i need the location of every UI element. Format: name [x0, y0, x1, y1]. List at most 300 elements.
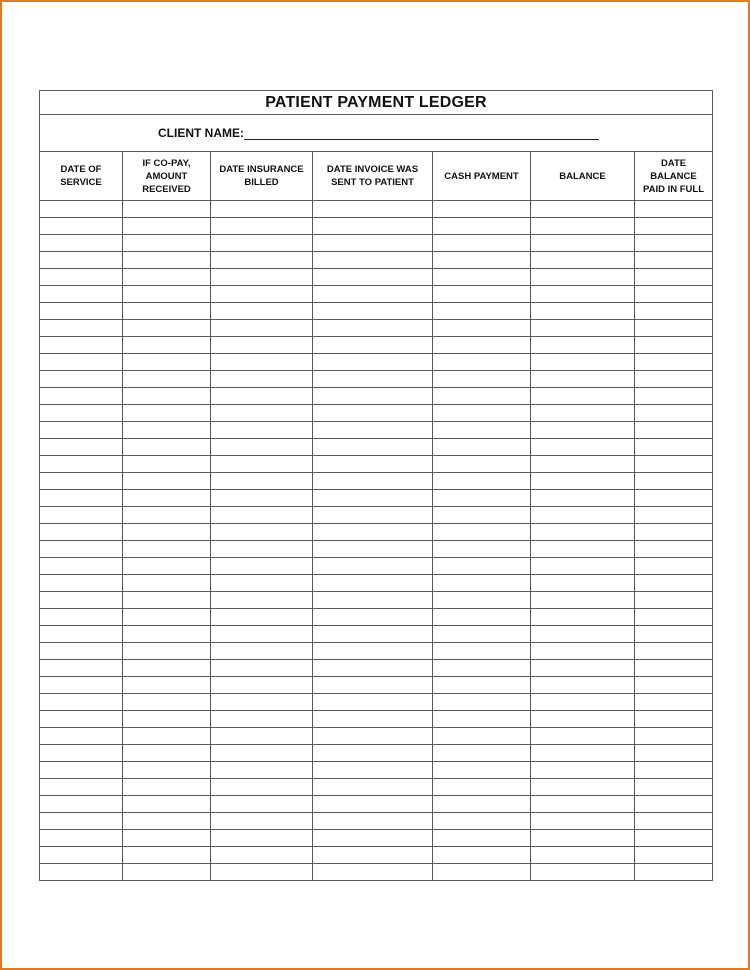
cell-balance[interactable]: [531, 609, 635, 626]
cell-date-invoice-sent[interactable]: [313, 286, 433, 303]
cell-date-invoice-sent[interactable]: [313, 575, 433, 592]
cell-cash-payment[interactable]: [433, 337, 531, 354]
cell-date-invoice-sent[interactable]: [313, 337, 433, 354]
column-header-row: [40, 152, 713, 201]
cell-date-invoice-sent[interactable]: [313, 864, 433, 881]
cell-balance[interactable]: [531, 337, 635, 354]
cell-date-invoice-sent[interactable]: [313, 235, 433, 252]
cell-date-balance-paid[interactable]: [635, 439, 713, 456]
cell-date-invoice-sent[interactable]: [313, 320, 433, 337]
cell-copay-amount-received[interactable]: [123, 337, 211, 354]
cell-cash-payment[interactable]: [433, 609, 531, 626]
cell-date-of-service[interactable]: [40, 626, 123, 643]
cell-cash-payment[interactable]: [433, 779, 531, 796]
cell-copay-amount-received[interactable]: [123, 473, 211, 490]
cell-date-insurance-billed[interactable]: [211, 711, 313, 728]
cell-copay-amount-received[interactable]: [123, 201, 211, 218]
cell-date-invoice-sent[interactable]: [313, 201, 433, 218]
cell-date-balance-paid[interactable]: [635, 711, 713, 728]
cell-date-of-service[interactable]: [40, 830, 123, 847]
cell-date-of-service[interactable]: [40, 235, 123, 252]
cell-date-invoice-sent[interactable]: [313, 524, 433, 541]
cell-balance[interactable]: [531, 779, 635, 796]
cell-copay-amount-received[interactable]: [123, 643, 211, 660]
cell-date-of-service[interactable]: [40, 286, 123, 303]
cell-copay-amount-received[interactable]: [123, 371, 211, 388]
cell-copay-amount-received[interactable]: [123, 745, 211, 762]
cell-date-invoice-sent[interactable]: [313, 269, 433, 286]
cell-cash-payment[interactable]: [433, 694, 531, 711]
cell-date-insurance-billed[interactable]: [211, 388, 313, 405]
cell-balance[interactable]: [531, 354, 635, 371]
cell-date-insurance-billed[interactable]: [211, 745, 313, 762]
cell-cash-payment[interactable]: [433, 456, 531, 473]
cell-date-invoice-sent[interactable]: [313, 303, 433, 320]
cell-date-balance-paid[interactable]: [635, 541, 713, 558]
cell-date-insurance-billed[interactable]: [211, 371, 313, 388]
cell-date-insurance-billed[interactable]: [211, 813, 313, 830]
cell-date-balance-paid[interactable]: [635, 575, 713, 592]
cell-date-insurance-billed[interactable]: [211, 303, 313, 320]
cell-copay-amount-received[interactable]: [123, 507, 211, 524]
cell-date-insurance-billed[interactable]: [211, 507, 313, 524]
cell-date-of-service[interactable]: [40, 507, 123, 524]
cell-date-balance-paid[interactable]: [635, 728, 713, 745]
cell-date-invoice-sent[interactable]: [313, 677, 433, 694]
cell-balance[interactable]: [531, 269, 635, 286]
cell-copay-amount-received[interactable]: [123, 779, 211, 796]
cell-date-balance-paid[interactable]: [635, 252, 713, 269]
cell-date-of-service[interactable]: [40, 796, 123, 813]
cell-cash-payment[interactable]: [433, 507, 531, 524]
cell-copay-amount-received[interactable]: [123, 711, 211, 728]
cell-date-insurance-billed[interactable]: [211, 286, 313, 303]
cell-date-invoice-sent[interactable]: [313, 592, 433, 609]
cell-balance[interactable]: [531, 252, 635, 269]
cell-date-insurance-billed[interactable]: [211, 762, 313, 779]
cell-date-balance-paid[interactable]: [635, 354, 713, 371]
cell-date-of-service[interactable]: [40, 847, 123, 864]
cell-date-insurance-billed[interactable]: [211, 218, 313, 235]
cell-date-insurance-billed[interactable]: [211, 728, 313, 745]
cell-date-invoice-sent[interactable]: [313, 830, 433, 847]
cell-date-insurance-billed[interactable]: [211, 830, 313, 847]
cell-date-of-service[interactable]: [40, 388, 123, 405]
cell-copay-amount-received[interactable]: [123, 847, 211, 864]
cell-cash-payment[interactable]: [433, 235, 531, 252]
cell-date-insurance-billed[interactable]: [211, 473, 313, 490]
cell-balance[interactable]: [531, 405, 635, 422]
cell-date-balance-paid[interactable]: [635, 235, 713, 252]
cell-date-invoice-sent[interactable]: [313, 762, 433, 779]
cell-date-balance-paid[interactable]: [635, 779, 713, 796]
cell-date-balance-paid[interactable]: [635, 456, 713, 473]
cell-copay-amount-received[interactable]: [123, 388, 211, 405]
cell-date-balance-paid[interactable]: [635, 388, 713, 405]
cell-balance[interactable]: [531, 660, 635, 677]
cell-date-invoice-sent[interactable]: [313, 847, 433, 864]
cell-date-invoice-sent[interactable]: [313, 694, 433, 711]
cell-date-insurance-billed[interactable]: [211, 524, 313, 541]
cell-date-of-service[interactable]: [40, 609, 123, 626]
cell-balance[interactable]: [531, 456, 635, 473]
cell-date-balance-paid[interactable]: [635, 830, 713, 847]
cell-copay-amount-received[interactable]: [123, 541, 211, 558]
cell-balance[interactable]: [531, 371, 635, 388]
table-row: [40, 252, 713, 269]
cell-balance[interactable]: [531, 541, 635, 558]
cell-date-of-service[interactable]: [40, 371, 123, 388]
cell-copay-amount-received[interactable]: [123, 728, 211, 745]
cell-date-balance-paid[interactable]: [635, 286, 713, 303]
cell-copay-amount-received[interactable]: [123, 252, 211, 269]
cell-date-of-service[interactable]: [40, 728, 123, 745]
cell-date-insurance-billed[interactable]: [211, 354, 313, 371]
cell-date-invoice-sent[interactable]: [313, 252, 433, 269]
cell-date-balance-paid[interactable]: [635, 677, 713, 694]
cell-date-balance-paid[interactable]: [635, 490, 713, 507]
cell-date-of-service[interactable]: [40, 439, 123, 456]
cell-balance[interactable]: [531, 575, 635, 592]
cell-cash-payment[interactable]: [433, 847, 531, 864]
cell-date-of-service[interactable]: [40, 524, 123, 541]
cell-cash-payment[interactable]: [433, 201, 531, 218]
ledger-title: PATIENT PAYMENT LEDGER: [40, 91, 713, 115]
cell-date-balance-paid[interactable]: [635, 405, 713, 422]
cell-date-invoice-sent[interactable]: [313, 558, 433, 575]
cell-copay-amount-received[interactable]: [123, 609, 211, 626]
cell-date-insurance-billed[interactable]: [211, 609, 313, 626]
cell-date-insurance-billed[interactable]: [211, 847, 313, 864]
cell-balance[interactable]: [531, 218, 635, 235]
table-row: [40, 371, 713, 388]
cell-date-of-service[interactable]: [40, 218, 123, 235]
cell-copay-amount-received[interactable]: [123, 320, 211, 337]
cell-date-invoice-sent[interactable]: [313, 473, 433, 490]
cell-copay-amount-received[interactable]: [123, 422, 211, 439]
cell-date-invoice-sent[interactable]: [313, 422, 433, 439]
cell-date-balance-paid[interactable]: [635, 371, 713, 388]
cell-date-insurance-billed[interactable]: [211, 490, 313, 507]
cell-balance[interactable]: [531, 303, 635, 320]
cell-date-insurance-billed[interactable]: [211, 235, 313, 252]
cell-copay-amount-received[interactable]: [123, 303, 211, 320]
cell-cash-payment[interactable]: [433, 626, 531, 643]
cell-cash-payment[interactable]: [433, 354, 531, 371]
cell-balance[interactable]: [531, 592, 635, 609]
cell-date-balance-paid[interactable]: [635, 422, 713, 439]
cell-balance[interactable]: [531, 847, 635, 864]
cell-balance[interactable]: [531, 439, 635, 456]
column-header-line: DATE: [660, 157, 687, 169]
cell-date-invoice-sent[interactable]: [313, 541, 433, 558]
table-row: [40, 439, 713, 456]
cell-copay-amount-received[interactable]: [123, 218, 211, 235]
cell-cash-payment[interactable]: [433, 592, 531, 609]
cell-copay-amount-received[interactable]: [123, 235, 211, 252]
cell-date-of-service[interactable]: [40, 711, 123, 728]
cell-date-of-service[interactable]: [40, 558, 123, 575]
cell-date-of-service[interactable]: [40, 269, 123, 286]
cell-date-of-service[interactable]: [40, 473, 123, 490]
client-name-row: [40, 115, 713, 152]
cell-copay-amount-received[interactable]: [123, 830, 211, 847]
cell-date-invoice-sent[interactable]: [313, 813, 433, 830]
cell-balance[interactable]: [531, 388, 635, 405]
cell-copay-amount-received[interactable]: [123, 813, 211, 830]
cell-balance[interactable]: [531, 235, 635, 252]
cell-cash-payment[interactable]: [433, 371, 531, 388]
cell-date-of-service[interactable]: [40, 405, 123, 422]
cell-date-insurance-billed[interactable]: [211, 541, 313, 558]
cell-balance[interactable]: [531, 830, 635, 847]
cell-cash-payment[interactable]: [433, 864, 531, 881]
cell-balance[interactable]: [531, 558, 635, 575]
cell-date-of-service[interactable]: [40, 456, 123, 473]
cell-copay-amount-received[interactable]: [123, 354, 211, 371]
cell-balance[interactable]: [531, 745, 635, 762]
cell-cash-payment[interactable]: [433, 303, 531, 320]
cell-date-invoice-sent[interactable]: [313, 728, 433, 745]
cell-cash-payment[interactable]: [433, 762, 531, 779]
cell-copay-amount-received[interactable]: [123, 524, 211, 541]
cell-copay-amount-received[interactable]: [123, 456, 211, 473]
cell-date-of-service[interactable]: [40, 643, 123, 660]
table-row: [40, 235, 713, 252]
cell-date-balance-paid[interactable]: [635, 660, 713, 677]
cell-balance[interactable]: [531, 694, 635, 711]
cell-date-insurance-billed[interactable]: [211, 201, 313, 218]
cell-cash-payment[interactable]: [433, 711, 531, 728]
cell-date-insurance-billed[interactable]: [211, 592, 313, 609]
cell-date-invoice-sent[interactable]: [313, 626, 433, 643]
cell-cash-payment[interactable]: [433, 558, 531, 575]
cell-date-balance-paid[interactable]: [635, 558, 713, 575]
cell-date-insurance-billed[interactable]: [211, 456, 313, 473]
cell-date-insurance-billed[interactable]: [211, 337, 313, 354]
cell-cash-payment[interactable]: [433, 252, 531, 269]
cell-date-invoice-sent[interactable]: [313, 371, 433, 388]
cell-balance[interactable]: [531, 864, 635, 881]
cell-date-of-service[interactable]: [40, 745, 123, 762]
cell-date-balance-paid[interactable]: [635, 524, 713, 541]
cell-copay-amount-received[interactable]: [123, 796, 211, 813]
cell-cash-payment[interactable]: [433, 677, 531, 694]
cell-cash-payment[interactable]: [433, 388, 531, 405]
cell-balance[interactable]: [531, 320, 635, 337]
cell-cash-payment[interactable]: [433, 813, 531, 830]
cell-cash-payment[interactable]: [433, 660, 531, 677]
cell-date-invoice-sent[interactable]: [313, 779, 433, 796]
client-name-input-line[interactable]: [244, 127, 599, 140]
cell-date-insurance-billed[interactable]: [211, 252, 313, 269]
cell-date-of-service[interactable]: [40, 694, 123, 711]
cell-cash-payment[interactable]: [433, 286, 531, 303]
cell-date-balance-paid[interactable]: [635, 762, 713, 779]
cell-balance[interactable]: [531, 796, 635, 813]
cell-date-balance-paid[interactable]: [635, 320, 713, 337]
cell-date-insurance-billed[interactable]: [211, 779, 313, 796]
cell-copay-amount-received[interactable]: [123, 405, 211, 422]
cell-date-balance-paid[interactable]: [635, 269, 713, 286]
cell-copay-amount-received[interactable]: [123, 864, 211, 881]
client-name-field-group: [158, 126, 599, 140]
cell-date-invoice-sent[interactable]: [313, 405, 433, 422]
cell-balance[interactable]: [531, 473, 635, 490]
cell-date-of-service[interactable]: [40, 337, 123, 354]
cell-date-balance-paid[interactable]: [635, 592, 713, 609]
cell-date-invoice-sent[interactable]: [313, 609, 433, 626]
cell-date-balance-paid[interactable]: [635, 813, 713, 830]
cell-date-insurance-billed[interactable]: [211, 694, 313, 711]
cell-date-insurance-billed[interactable]: [211, 320, 313, 337]
cell-date-invoice-sent[interactable]: [313, 354, 433, 371]
cell-balance[interactable]: [531, 507, 635, 524]
cell-date-invoice-sent[interactable]: [313, 796, 433, 813]
cell-balance[interactable]: [531, 490, 635, 507]
cell-date-invoice-sent[interactable]: [313, 456, 433, 473]
cell-date-balance-paid[interactable]: [635, 218, 713, 235]
cell-balance[interactable]: [531, 762, 635, 779]
cell-date-of-service[interactable]: [40, 490, 123, 507]
cell-copay-amount-received[interactable]: [123, 286, 211, 303]
cell-copay-amount-received[interactable]: [123, 439, 211, 456]
cell-date-insurance-billed[interactable]: [211, 643, 313, 660]
cell-date-balance-paid[interactable]: [635, 609, 713, 626]
cell-date-balance-paid[interactable]: [635, 626, 713, 643]
table-row: [40, 490, 713, 507]
cell-balance[interactable]: [531, 524, 635, 541]
cell-date-of-service[interactable]: [40, 354, 123, 371]
cell-copay-amount-received[interactable]: [123, 677, 211, 694]
cell-date-of-service[interactable]: [40, 813, 123, 830]
cell-date-insurance-billed[interactable]: [211, 269, 313, 286]
cell-balance[interactable]: [531, 711, 635, 728]
cell-balance[interactable]: [531, 643, 635, 660]
cell-date-invoice-sent[interactable]: [313, 643, 433, 660]
table-row: [40, 456, 713, 473]
cell-copay-amount-received[interactable]: [123, 592, 211, 609]
cell-date-of-service[interactable]: [40, 422, 123, 439]
cell-date-invoice-sent[interactable]: [313, 711, 433, 728]
cell-date-balance-paid[interactable]: [635, 337, 713, 354]
cell-date-of-service[interactable]: [40, 660, 123, 677]
cell-date-of-service[interactable]: [40, 762, 123, 779]
table-row: [40, 864, 713, 881]
column-header-date-balance-paid: [635, 152, 713, 201]
cell-copay-amount-received[interactable]: [123, 626, 211, 643]
cell-date-invoice-sent[interactable]: [313, 490, 433, 507]
cell-date-invoice-sent[interactable]: [313, 218, 433, 235]
cell-date-insurance-billed[interactable]: [211, 864, 313, 881]
cell-cash-payment[interactable]: [433, 830, 531, 847]
cell-date-insurance-billed[interactable]: [211, 558, 313, 575]
cell-balance[interactable]: [531, 677, 635, 694]
cell-date-balance-paid[interactable]: [635, 745, 713, 762]
cell-date-balance-paid[interactable]: [635, 694, 713, 711]
cell-date-invoice-sent[interactable]: [313, 660, 433, 677]
table-row: [40, 218, 713, 235]
cell-date-of-service[interactable]: [40, 303, 123, 320]
cell-balance[interactable]: [531, 422, 635, 439]
cell-date-of-service[interactable]: [40, 864, 123, 881]
cell-date-insurance-billed[interactable]: [211, 626, 313, 643]
cell-date-balance-paid[interactable]: [635, 473, 713, 490]
cell-copay-amount-received[interactable]: [123, 694, 211, 711]
cell-date-insurance-billed[interactable]: [211, 677, 313, 694]
cell-copay-amount-received[interactable]: [123, 490, 211, 507]
cell-copay-amount-received[interactable]: [123, 269, 211, 286]
cell-date-balance-paid[interactable]: [635, 847, 713, 864]
cell-cash-payment[interactable]: [433, 575, 531, 592]
cell-date-of-service[interactable]: [40, 541, 123, 558]
table-row: [40, 337, 713, 354]
cell-cash-payment[interactable]: [433, 745, 531, 762]
cell-date-of-service[interactable]: [40, 575, 123, 592]
cell-date-balance-paid[interactable]: [635, 643, 713, 660]
cell-date-of-service[interactable]: [40, 320, 123, 337]
cell-date-of-service[interactable]: [40, 677, 123, 694]
cell-balance[interactable]: [531, 728, 635, 745]
cell-cash-payment[interactable]: [433, 269, 531, 286]
cell-balance[interactable]: [531, 286, 635, 303]
cell-date-invoice-sent[interactable]: [313, 507, 433, 524]
cell-date-invoice-sent[interactable]: [313, 388, 433, 405]
cell-date-insurance-billed[interactable]: [211, 575, 313, 592]
cell-cash-payment[interactable]: [433, 490, 531, 507]
cell-date-balance-paid[interactable]: [635, 201, 713, 218]
cell-cash-payment[interactable]: [433, 422, 531, 439]
cell-copay-amount-received[interactable]: [123, 762, 211, 779]
cell-date-insurance-billed[interactable]: [211, 405, 313, 422]
cell-cash-payment[interactable]: [433, 405, 531, 422]
cell-date-of-service[interactable]: [40, 252, 123, 269]
cell-copay-amount-received[interactable]: [123, 575, 211, 592]
cell-date-invoice-sent[interactable]: [313, 439, 433, 456]
cell-cash-payment[interactable]: [433, 524, 531, 541]
cell-balance[interactable]: [531, 626, 635, 643]
cell-date-insurance-billed[interactable]: [211, 422, 313, 439]
table-row: [40, 694, 713, 711]
cell-cash-payment[interactable]: [433, 439, 531, 456]
cell-cash-payment[interactable]: [433, 541, 531, 558]
cell-cash-payment[interactable]: [433, 796, 531, 813]
cell-copay-amount-received[interactable]: [123, 660, 211, 677]
cell-balance[interactable]: [531, 201, 635, 218]
cell-cash-payment[interactable]: [433, 643, 531, 660]
cell-date-insurance-billed[interactable]: [211, 439, 313, 456]
cell-date-of-service[interactable]: [40, 592, 123, 609]
cell-date-balance-paid[interactable]: [635, 507, 713, 524]
cell-date-of-service[interactable]: [40, 779, 123, 796]
cell-date-balance-paid[interactable]: [635, 864, 713, 881]
table-row: [40, 609, 713, 626]
cell-cash-payment[interactable]: [433, 320, 531, 337]
cell-balance[interactable]: [531, 813, 635, 830]
cell-date-balance-paid[interactable]: [635, 796, 713, 813]
cell-date-of-service[interactable]: [40, 201, 123, 218]
cell-cash-payment[interactable]: [433, 218, 531, 235]
cell-copay-amount-received[interactable]: [123, 558, 211, 575]
column-header-line: DATE OF: [60, 164, 102, 175]
cell-cash-payment[interactable]: [433, 728, 531, 745]
cell-date-insurance-billed[interactable]: [211, 660, 313, 677]
cell-date-invoice-sent[interactable]: [313, 745, 433, 762]
cell-cash-payment[interactable]: [433, 473, 531, 490]
column-header-date-insurance-billed: [211, 152, 313, 201]
cell-date-insurance-billed[interactable]: [211, 796, 313, 813]
cell-date-balance-paid[interactable]: [635, 303, 713, 320]
